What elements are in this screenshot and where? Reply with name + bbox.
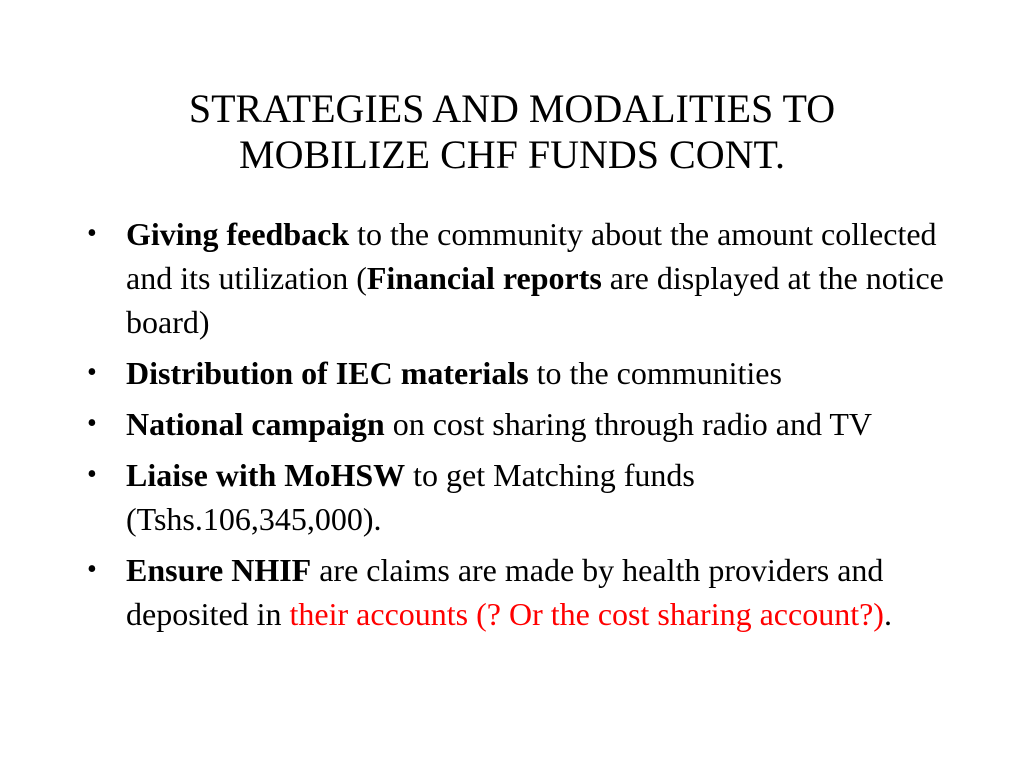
bullet-icon: • — [87, 357, 97, 388]
bullet-bold-text: Financial reports — [366, 260, 602, 296]
bullet-icon: • — [87, 459, 97, 490]
bullet-bold-text: Distribution of IEC materials — [126, 355, 529, 391]
title-line-2: MOBILIZE CHF FUNDS CONT. — [239, 132, 785, 177]
bullet-text: . — [883, 596, 892, 632]
bullet-icon: • — [87, 408, 97, 439]
bullet-icon: • — [87, 218, 97, 249]
bullet-text: are claims are made by health providers and deposited in — [126, 552, 884, 632]
bullet-bold-text: Ensure NHIF — [126, 552, 312, 588]
bullet-text: to the community about the amount collected and its utilization ( — [126, 216, 937, 296]
bullet-bold-text: Giving feedback — [126, 216, 350, 252]
bullet-text: on cost sharing through radio and TV — [384, 406, 873, 442]
bullet-bold-text: Liaise with MoHSW — [126, 457, 406, 493]
bullet-highlight-text: their accounts (? Or the cost sharing account?) — [289, 596, 884, 632]
bullet-list — [87, 212, 947, 643]
bullet-icon: • — [87, 554, 97, 585]
bullet-bold-text: National campaign — [126, 406, 385, 442]
bullet-text: to get Matching funds (Tshs.106,345,000). — [126, 457, 695, 537]
slide-title — [100, 86, 924, 178]
bullet-item-iec-materials — [87, 351, 947, 395]
title-line-1: STRATEGIES AND MODALITIES TO — [188, 86, 836, 131]
bullet-item-liaise-mohsw — [87, 453, 947, 541]
bullet-item-national-campaign — [87, 402, 947, 446]
bullet-text: are displayed at the notice board) — [126, 260, 944, 340]
bullet-item-ensure-nhif — [87, 548, 947, 636]
bullet-text: to the communities — [528, 355, 782, 391]
bullet-item-giving-feedback — [87, 212, 947, 344]
